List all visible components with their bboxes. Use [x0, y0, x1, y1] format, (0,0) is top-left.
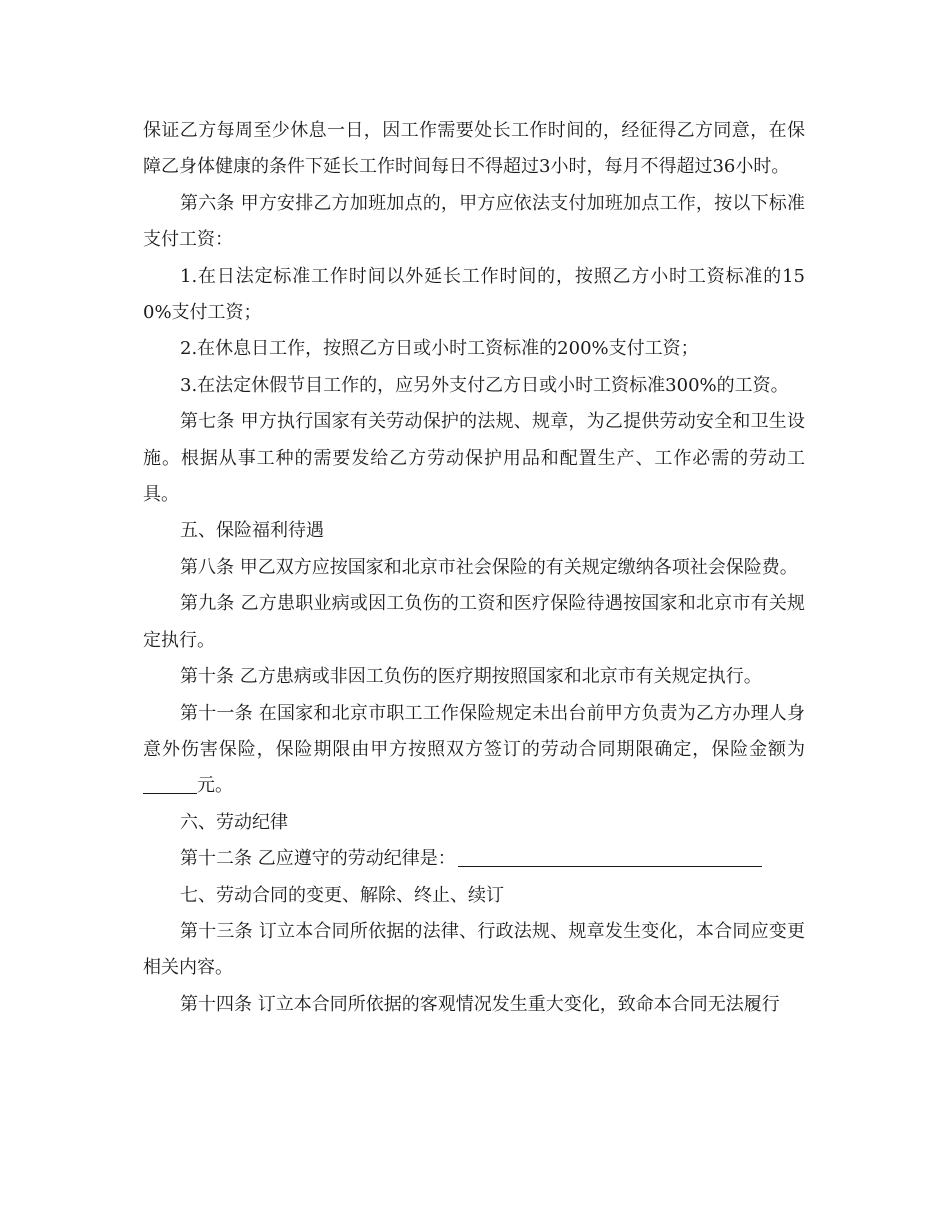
paragraph-article-12: [143, 841, 805, 877]
paragraph-article-7: 第七条 甲方执行国家有关劳动保护的法规、规章，为乙提供劳动安全和卫生设施。根据从事工种的需要发给乙方劳动保护用品和配置生产、工作必需的劳动工具。: [143, 411, 805, 506]
section-heading-contract-changes: 七、劳动合同的变更、解除、终止、续订: [180, 884, 504, 906]
paragraph-article-11: [143, 696, 805, 805]
article-12-text: 第十二条 乙应遵守的劳动纪律是：: [180, 848, 456, 870]
labor-discipline-blank: [458, 848, 762, 867]
paragraph-item-2: 2.在休息日工作，按照乙方日或小时工资标准的200%支付工资；: [180, 338, 699, 360]
insurance-amount-blank: [143, 775, 197, 794]
article-11-text: 第十一条 在国家和北京市职工工作保险规定未出台前甲方负责为乙方办理人身意外伤害保险，保险期限由甲方按照双方签订的劳动合同期限确定，保险金额为: [143, 702, 805, 760]
paragraph-article-14: 第十四条 订立本合同所依据的客观情况发生重大变化，致命本合同无法履行: [180, 993, 780, 1015]
document-body: [143, 113, 805, 1023]
paragraph-rest-hours: 保证乙方每周至少休息一日，因工作需要处长工作时间的，经征得乙方同意，在保障乙身体健康的条件下延长工作时间每日不得超过3小时，每月不得超过36小时。: [143, 120, 805, 178]
article-11-suffix: 元。: [197, 775, 233, 797]
section-heading-discipline: 六、劳动纪律: [180, 811, 288, 833]
paragraph-article-13: 第十三条 订立本合同所依据的法律、行政法规、规章发生变化，本合同应变更相关内容。: [143, 920, 805, 979]
section-heading-insurance: 五、保险福利待遇: [180, 520, 324, 542]
paragraph-article-10: 第十条 乙方患病或非因工负伤的医疗期按照国家和北京市有关规定执行。: [180, 666, 762, 688]
paragraph-article-6: 第六条 甲方安排乙方加班加点的，甲方应依法支付加班加点工作，按以下标准支付工资：: [143, 192, 805, 251]
paragraph-item-3: 3.在法定休假节目工作的，应另外支付乙方日或小时工资标准300%的工资。: [180, 374, 789, 396]
paragraph-item-1: 1.在日法定标准工作时间以外延长工作时间的，按照乙方小时工资标准的150%支付工资；: [143, 265, 805, 324]
paragraph-article-8: 第八条 甲乙双方应按国家和北京市社会保险的有关规定缴纳各项社会保险费。: [180, 556, 798, 578]
paragraph-article-9: 第九条 乙方患职业病或因工负伤的工资和医疗保险待遇按国家和北京市有关规定执行。: [143, 593, 805, 651]
